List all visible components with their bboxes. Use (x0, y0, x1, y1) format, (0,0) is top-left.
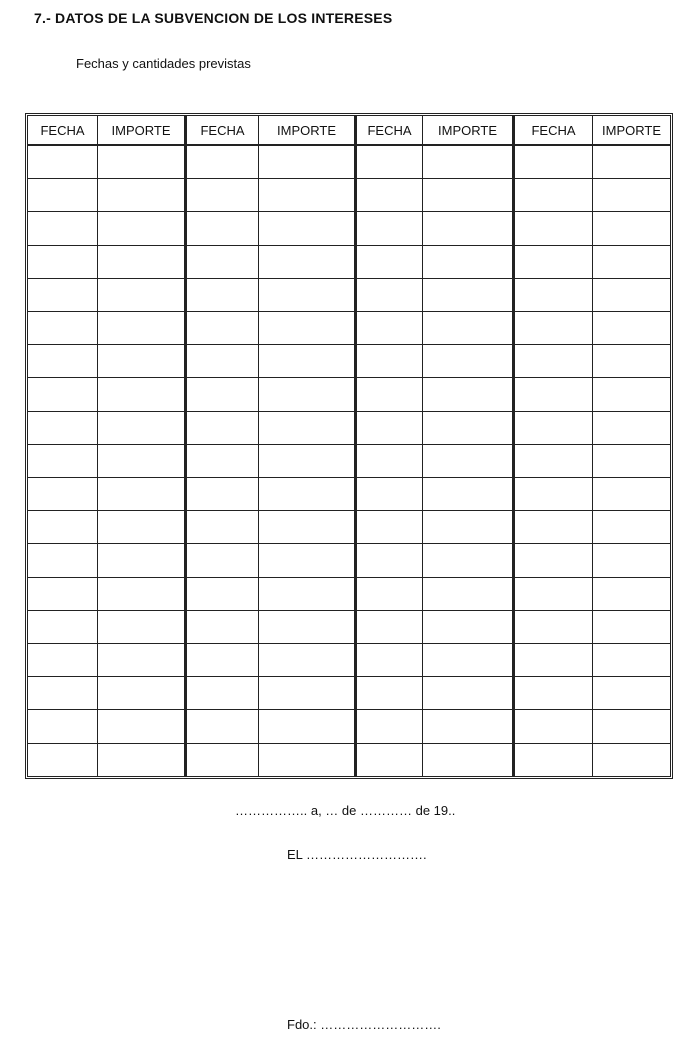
fecha-cell[interactable] (187, 212, 259, 244)
table-row (187, 179, 354, 212)
importe-cell[interactable] (98, 644, 184, 676)
importe-cell[interactable] (98, 179, 184, 211)
fecha-cell[interactable] (28, 445, 98, 477)
table-row (515, 744, 670, 776)
fecha-cell[interactable] (28, 710, 98, 742)
importe-cell[interactable] (593, 412, 670, 444)
table-row (187, 312, 354, 345)
table-row (515, 445, 670, 478)
fecha-cell[interactable] (515, 279, 593, 311)
fecha-cell[interactable] (28, 146, 98, 178)
fecha-cell[interactable] (28, 179, 98, 211)
importe-header: IMPORTE (602, 122, 661, 138)
table-row (515, 677, 670, 710)
importe-cell[interactable] (98, 478, 184, 510)
header-row (515, 116, 670, 146)
importe-cell[interactable] (593, 478, 670, 510)
fecha-cell[interactable] (357, 378, 423, 410)
table-row (515, 578, 670, 611)
table-row (515, 644, 670, 677)
fecha-cell[interactable] (357, 179, 423, 211)
column-group (28, 116, 187, 776)
fecha-cell[interactable] (515, 179, 593, 211)
table-row (28, 511, 184, 544)
importe-cell[interactable] (423, 212, 512, 244)
table-row (28, 246, 184, 279)
fecha-cell[interactable] (515, 378, 593, 410)
importe-cell[interactable] (259, 478, 354, 510)
fecha-cell[interactable] (357, 511, 423, 543)
table-row (357, 412, 512, 445)
fecha-cell[interactable] (357, 212, 423, 244)
fecha-cell[interactable] (28, 246, 98, 278)
importe-cell[interactable] (593, 611, 670, 643)
fecha-cell[interactable] (515, 312, 593, 344)
fecha-header: FECHA (187, 116, 259, 144)
importe-cell[interactable] (259, 644, 354, 676)
table-row (515, 312, 670, 345)
table-row (515, 544, 670, 577)
table-row (187, 478, 354, 511)
fecha-cell[interactable] (28, 644, 98, 676)
importe-cell[interactable] (98, 246, 184, 278)
table-row (357, 445, 512, 478)
fecha-cell[interactable] (515, 677, 593, 709)
header-row (187, 116, 354, 146)
importe-cell[interactable] (593, 710, 670, 742)
table-row (357, 212, 512, 245)
importe-cell[interactable] (259, 511, 354, 543)
importe-cell[interactable] (423, 146, 512, 178)
table-row (515, 378, 670, 411)
fecha-cell[interactable] (28, 578, 98, 610)
table-row (187, 578, 354, 611)
table-row (187, 212, 354, 245)
fecha-cell[interactable] (187, 279, 259, 311)
importe-cell[interactable] (593, 511, 670, 543)
table-row (357, 578, 512, 611)
importe-cell[interactable] (98, 611, 184, 643)
fecha-cell[interactable] (187, 578, 259, 610)
importe-cell[interactable] (98, 710, 184, 742)
importe-cell[interactable] (423, 179, 512, 211)
table-row (357, 279, 512, 312)
table-row (28, 445, 184, 478)
fecha-cell[interactable] (187, 511, 259, 543)
fecha-cell[interactable] (28, 279, 98, 311)
table-row (28, 179, 184, 212)
table-row (357, 246, 512, 279)
fecha-cell[interactable] (515, 710, 593, 742)
table-row (515, 710, 670, 743)
fecha-cell[interactable] (357, 710, 423, 742)
table-row (28, 744, 184, 776)
importe-cell[interactable] (259, 212, 354, 244)
table-row (515, 345, 670, 378)
fecha-cell[interactable] (515, 511, 593, 543)
table-row (187, 544, 354, 577)
table-row (357, 611, 512, 644)
fecha-cell[interactable] (187, 544, 259, 576)
importe-cell[interactable] (259, 246, 354, 278)
table-row (28, 710, 184, 743)
table-row (357, 179, 512, 212)
fecha-cell[interactable] (357, 578, 423, 610)
section-title: 7.- DATOS DE LA SUBVENCION DE LOS INTERESES (34, 10, 393, 26)
fecha-cell[interactable] (515, 578, 593, 610)
fecha-cell[interactable] (515, 644, 593, 676)
table-row (187, 146, 354, 179)
table-row (515, 212, 670, 245)
fecha-cell[interactable] (515, 744, 593, 776)
fecha-cell[interactable] (515, 345, 593, 377)
place-date-line: …………….. a, … de ………… de 19.. (235, 803, 456, 818)
table-row (357, 677, 512, 710)
fecha-cell[interactable] (357, 345, 423, 377)
fecha-cell[interactable] (515, 544, 593, 576)
importe-cell[interactable] (259, 544, 354, 576)
fecha-cell[interactable] (28, 312, 98, 344)
fecha-cell[interactable] (357, 312, 423, 344)
importe-cell[interactable] (98, 445, 184, 477)
table-row (515, 179, 670, 212)
importe-cell[interactable] (98, 345, 184, 377)
table-row (187, 710, 354, 743)
fecha-header: FECHA (515, 116, 593, 144)
fecha-cell[interactable] (187, 478, 259, 510)
fecha-cell[interactable] (187, 445, 259, 477)
table-row (515, 146, 670, 179)
importe-cell[interactable] (423, 611, 512, 643)
fecha-cell[interactable] (187, 345, 259, 377)
importe-cell[interactable] (98, 744, 184, 776)
importe-cell[interactable] (423, 744, 512, 776)
table-row (515, 412, 670, 445)
fecha-cell[interactable] (357, 744, 423, 776)
importe-cell[interactable] (98, 677, 184, 709)
table-row (357, 644, 512, 677)
fecha-cell[interactable] (187, 179, 259, 211)
importe-cell[interactable] (593, 146, 670, 178)
fecha-cell[interactable] (187, 677, 259, 709)
importe-cell[interactable] (423, 677, 512, 709)
importe-cell[interactable] (98, 378, 184, 410)
importe-cell[interactable] (259, 312, 354, 344)
fecha-cell[interactable] (28, 378, 98, 410)
table-row (28, 677, 184, 710)
table-row (28, 544, 184, 577)
importe-cell[interactable] (423, 578, 512, 610)
fecha-cell[interactable] (357, 611, 423, 643)
fecha-cell[interactable] (515, 445, 593, 477)
table-row (187, 378, 354, 411)
table-row (28, 146, 184, 179)
importe-cell[interactable] (423, 279, 512, 311)
importe-cell[interactable] (259, 677, 354, 709)
table-row (357, 744, 512, 776)
header-row (28, 116, 184, 146)
table-row (28, 611, 184, 644)
fecha-cell[interactable] (187, 611, 259, 643)
fecha-cell[interactable] (357, 279, 423, 311)
importe-cell[interactable] (423, 345, 512, 377)
column-group (515, 116, 670, 776)
fecha-cell[interactable] (28, 478, 98, 510)
table-row (187, 644, 354, 677)
table-row (357, 345, 512, 378)
table-row (28, 578, 184, 611)
importe-cell[interactable] (259, 710, 354, 742)
fecha-cell[interactable] (515, 611, 593, 643)
table-row (357, 146, 512, 179)
fecha-cell[interactable] (187, 412, 259, 444)
table-row (357, 478, 512, 511)
table-row (187, 511, 354, 544)
importe-cell[interactable] (98, 511, 184, 543)
importe-cell[interactable] (259, 345, 354, 377)
table-row (187, 677, 354, 710)
importe-cell[interactable] (593, 179, 670, 211)
table-row (187, 246, 354, 279)
table-row (28, 644, 184, 677)
importe-cell[interactable] (593, 212, 670, 244)
importe-cell[interactable] (259, 445, 354, 477)
table-row (515, 279, 670, 312)
fecha-cell[interactable] (187, 146, 259, 178)
importe-cell[interactable] (593, 445, 670, 477)
fecha-cell[interactable] (515, 146, 593, 178)
importe-cell[interactable] (423, 710, 512, 742)
importe-cell[interactable] (593, 345, 670, 377)
fecha-cell[interactable] (357, 412, 423, 444)
importe-header: IMPORTE (438, 122, 497, 138)
table-row (357, 511, 512, 544)
fecha-header: FECHA (357, 116, 423, 144)
importe-cell[interactable] (593, 246, 670, 278)
table-row (515, 478, 670, 511)
importe-cell[interactable] (593, 578, 670, 610)
importe-cell[interactable] (98, 544, 184, 576)
importe-cell[interactable] (98, 412, 184, 444)
fecha-cell[interactable] (187, 644, 259, 676)
header-row (357, 116, 512, 146)
table-row (187, 445, 354, 478)
fecha-header: FECHA (28, 116, 98, 144)
importe-cell[interactable] (593, 279, 670, 311)
section-subtitle: Fechas y cantidades previstas (76, 56, 251, 71)
fecha-cell[interactable] (28, 611, 98, 643)
importe-cell[interactable] (593, 677, 670, 709)
fecha-cell[interactable] (357, 246, 423, 278)
importe-cell[interactable] (593, 744, 670, 776)
importe-cell[interactable] (98, 146, 184, 178)
table-row (187, 345, 354, 378)
importe-cell[interactable] (423, 445, 512, 477)
table-row (187, 412, 354, 445)
fecha-cell[interactable] (357, 644, 423, 676)
fecha-cell[interactable] (28, 412, 98, 444)
fecha-cell[interactable] (357, 478, 423, 510)
importe-cell[interactable] (259, 611, 354, 643)
table-row (28, 212, 184, 245)
importe-cell[interactable] (423, 644, 512, 676)
importe-cell[interactable] (423, 378, 512, 410)
table-row (28, 412, 184, 445)
importe-cell[interactable] (98, 312, 184, 344)
fecha-cell[interactable] (515, 212, 593, 244)
importe-cell[interactable] (593, 312, 670, 344)
importe-cell[interactable] (423, 544, 512, 576)
fecha-cell[interactable] (357, 445, 423, 477)
importe-cell[interactable] (98, 279, 184, 311)
fecha-cell[interactable] (28, 544, 98, 576)
importe-header: IMPORTE (111, 122, 171, 138)
importe-cell[interactable] (259, 146, 354, 178)
fecha-cell[interactable] (357, 146, 423, 178)
table-row (515, 246, 670, 279)
fecha-cell[interactable] (357, 544, 423, 576)
importe-cell[interactable] (98, 578, 184, 610)
importe-cell[interactable] (593, 378, 670, 410)
schedule-table (25, 113, 673, 779)
importe-cell[interactable] (593, 644, 670, 676)
fecha-cell[interactable] (187, 710, 259, 742)
table-row (515, 611, 670, 644)
table-row (28, 378, 184, 411)
table-row (187, 279, 354, 312)
table-row (357, 710, 512, 743)
fecha-cell[interactable] (515, 412, 593, 444)
signature-line: Fdo.: ………………………. (287, 1017, 441, 1032)
fecha-cell[interactable] (187, 312, 259, 344)
importe-cell[interactable] (423, 511, 512, 543)
fecha-cell[interactable] (187, 378, 259, 410)
importe-cell[interactable] (259, 279, 354, 311)
fecha-cell[interactable] (515, 246, 593, 278)
fecha-cell[interactable] (187, 744, 259, 776)
importe-cell[interactable] (259, 744, 354, 776)
table-row (28, 345, 184, 378)
authority-line: EL ………………………. (287, 847, 427, 862)
fecha-cell[interactable] (28, 744, 98, 776)
fecha-cell[interactable] (28, 212, 98, 244)
table-row (187, 611, 354, 644)
importe-cell[interactable] (259, 578, 354, 610)
fecha-cell[interactable] (28, 345, 98, 377)
table-row (357, 544, 512, 577)
importe-cell[interactable] (259, 179, 354, 211)
importe-cell[interactable] (259, 412, 354, 444)
fecha-cell[interactable] (357, 677, 423, 709)
fecha-cell[interactable] (515, 478, 593, 510)
importe-cell[interactable] (423, 246, 512, 278)
table-row (28, 478, 184, 511)
fecha-cell[interactable] (28, 511, 98, 543)
table-row (187, 744, 354, 776)
importe-cell[interactable] (423, 412, 512, 444)
column-group (187, 116, 357, 776)
column-group (357, 116, 515, 776)
table-row (357, 378, 512, 411)
importe-header: IMPORTE (277, 122, 336, 138)
importe-cell[interactable] (259, 378, 354, 410)
table-row (28, 312, 184, 345)
table-row (357, 312, 512, 345)
table-row (28, 279, 184, 312)
importe-cell[interactable] (423, 478, 512, 510)
fecha-cell[interactable] (28, 677, 98, 709)
table-row (515, 511, 670, 544)
importe-cell[interactable] (423, 312, 512, 344)
importe-cell[interactable] (98, 212, 184, 244)
importe-cell[interactable] (593, 544, 670, 576)
fecha-cell[interactable] (187, 246, 259, 278)
